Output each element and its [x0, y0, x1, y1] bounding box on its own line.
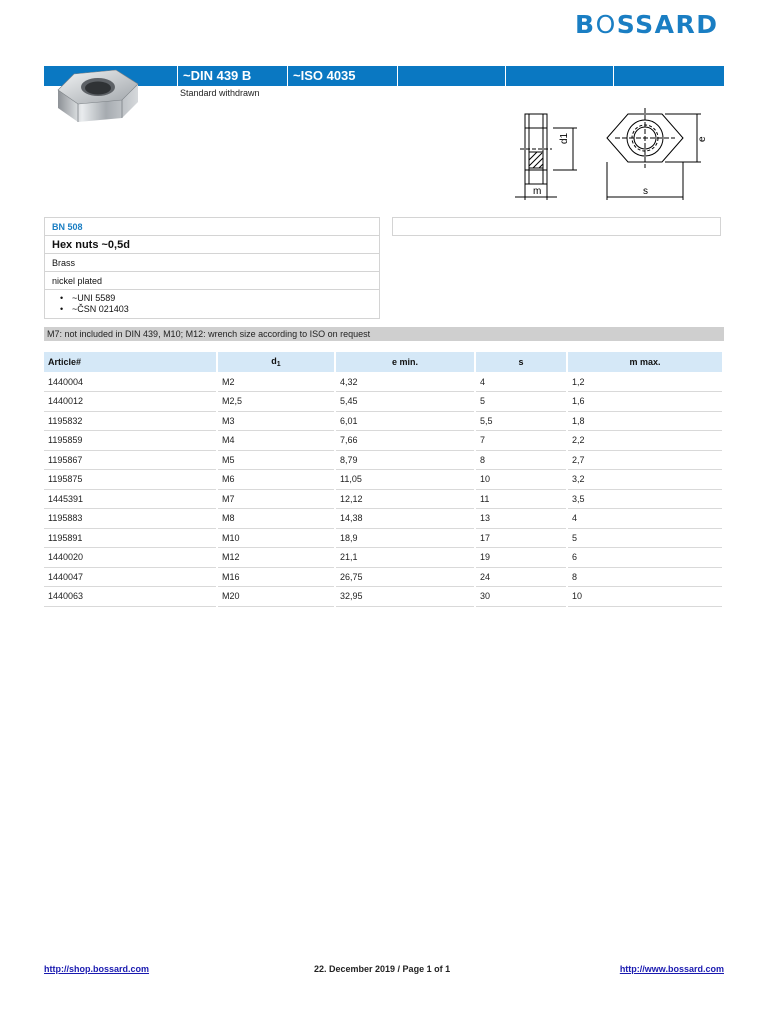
equivalent-standard: • ~UNI 5589 [52, 293, 372, 304]
table-cell: 24 [475, 567, 567, 587]
table-row [44, 489, 722, 509]
table-cell: 17 [475, 528, 567, 548]
table-cell: 30 [475, 587, 567, 607]
table-cell: 6,01 [335, 411, 475, 431]
table-row [44, 411, 722, 431]
table-cell: M4 [217, 431, 335, 451]
table-cell: 4 [475, 372, 567, 392]
table-cell: 12,12 [335, 489, 475, 509]
col-header-e-min: e min. [335, 352, 475, 372]
table-cell: 21,1 [335, 548, 475, 568]
product-finish: nickel plated [45, 272, 379, 290]
table-cell: 10 [567, 587, 722, 607]
table-cell: 1195891 [44, 528, 217, 548]
table-cell: 11 [475, 489, 567, 509]
col-header-s: s [475, 352, 567, 372]
table-cell: 1445391 [44, 489, 217, 509]
table-cell: M7 [217, 489, 335, 509]
empty-info-box [392, 217, 721, 236]
table-body [44, 372, 722, 606]
product-info-box [44, 217, 380, 319]
table-cell: 5,5 [475, 411, 567, 431]
standard-empty-3 [613, 66, 724, 86]
dimension-drawing [505, 100, 720, 210]
table-cell: 2,2 [567, 431, 722, 451]
table-row [44, 470, 722, 490]
table-cell: 4 [567, 509, 722, 529]
dim-e-label: e [697, 136, 708, 142]
table-cell: 1,8 [567, 411, 722, 431]
table-cell: 1195859 [44, 431, 217, 451]
table-row [44, 548, 722, 568]
table-row [44, 372, 722, 392]
hex-nut-photo [52, 60, 144, 126]
table-cell: 32,95 [335, 587, 475, 607]
col-header-article: Article# [44, 352, 217, 372]
table-cell: 1440063 [44, 587, 217, 607]
col-header-d: d [271, 356, 277, 366]
table-cell: 13 [475, 509, 567, 529]
table-row [44, 450, 722, 470]
table-cell: 5 [475, 392, 567, 412]
table-cell: 11,05 [335, 470, 475, 490]
dim-m-label: m [533, 186, 542, 197]
table-cell: M3 [217, 411, 335, 431]
logo-letter: D [696, 10, 719, 39]
col-header-m-max: m max. [567, 352, 722, 372]
standard-note: Standard withdrawn [180, 88, 260, 98]
logo-letter: S [616, 10, 636, 39]
table-header-row [44, 352, 722, 372]
table-cell: M2,5 [217, 392, 335, 412]
table-cell: 1440004 [44, 372, 217, 392]
standard-din: ~DIN 439 B [177, 66, 287, 86]
table-row [44, 587, 722, 607]
table-cell: 7 [475, 431, 567, 451]
table-cell: M20 [217, 587, 335, 607]
logo-letter: R [675, 10, 697, 39]
table-cell: M10 [217, 528, 335, 548]
equivalent-standard: • ~ČSN 021403 [52, 304, 372, 315]
table-row [44, 431, 722, 451]
logo-text [575, 10, 719, 39]
table-cell: 1195832 [44, 411, 217, 431]
table-cell: 1,6 [567, 392, 722, 412]
product-name: Hex nuts ~0,5d [45, 236, 379, 254]
table-cell: 8 [567, 567, 722, 587]
logo-letter: B [575, 10, 596, 39]
footer-date-page: 22. December 2019 / Page 1 of 1 [314, 964, 451, 974]
standards-bar [44, 66, 724, 86]
table-row [44, 567, 722, 587]
table-cell: 1440020 [44, 548, 217, 568]
logo-letter: O [595, 10, 617, 39]
table-cell: 1195867 [44, 450, 217, 470]
product-material: Brass [45, 254, 379, 272]
dim-s-label: s [643, 186, 648, 197]
product-code: BN 508 [45, 218, 379, 236]
standard-empty-1 [397, 66, 505, 86]
standard-iso: ~ISO 4035 [287, 66, 397, 86]
table-cell: 19 [475, 548, 567, 568]
table-cell: 8,79 [335, 450, 475, 470]
logo-letter: S [635, 10, 655, 39]
page-footer [44, 964, 724, 976]
bossard-logo [575, 10, 723, 40]
logo-letter: A [654, 10, 676, 39]
standard-empty-2 [505, 66, 613, 86]
equivalent-standards-list [45, 290, 379, 318]
table-cell: 3,2 [567, 470, 722, 490]
col-header-d-subscript: 1 [276, 361, 281, 368]
table-cell: 4,32 [335, 372, 475, 392]
table-cell: 1,2 [567, 372, 722, 392]
table-cell: 1440047 [44, 567, 217, 587]
table-cell: M16 [217, 567, 335, 587]
table-cell: 1195883 [44, 509, 217, 529]
table-cell: 1440012 [44, 392, 217, 412]
website-link[interactable]: http://www.bossard.com [619, 964, 724, 974]
table-cell: M6 [217, 470, 335, 490]
table-cell: 26,75 [335, 567, 475, 587]
table-cell: M12 [217, 548, 335, 568]
col-header-d1 [217, 352, 335, 372]
table-cell: M2 [217, 372, 335, 392]
table-row [44, 392, 722, 412]
table-cell: 7,66 [335, 431, 475, 451]
table-cell: 8 [475, 450, 567, 470]
table-cell: 3,5 [567, 489, 722, 509]
table-cell: 14,38 [335, 509, 475, 529]
table-cell: 5,45 [335, 392, 475, 412]
table-cell: 2,7 [567, 450, 722, 470]
table-cell: 5 [567, 528, 722, 548]
table-row [44, 528, 722, 548]
table-cell: 18,9 [335, 528, 475, 548]
table-cell: 1195875 [44, 470, 217, 490]
shop-link[interactable]: http://shop.bossard.com [44, 964, 150, 974]
table-cell: M8 [217, 509, 335, 529]
table-cell: M5 [217, 450, 335, 470]
table-cell: 10 [475, 470, 567, 490]
table-cell: 6 [567, 548, 722, 568]
dimensions-table [44, 352, 722, 607]
dim-d1-label: d1 [559, 132, 570, 144]
remark-bar: M7: not included in DIN 439, M10; M12: wrench size according to ISO on request [44, 327, 724, 341]
table-row [44, 509, 722, 529]
